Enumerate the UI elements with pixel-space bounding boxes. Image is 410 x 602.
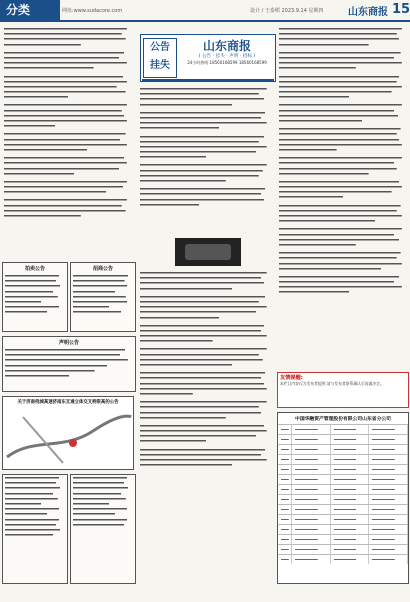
ad-left-text-1: 公告 <box>150 42 170 53</box>
ad-left-text-2: 挂失 <box>150 60 170 71</box>
table-row <box>278 504 408 514</box>
table-row <box>278 434 408 444</box>
notice-title: 声明公告 <box>58 340 79 346</box>
table-row <box>278 454 408 464</box>
friendly-reminder-box <box>277 372 409 408</box>
website-line: 网址:www.sudacore.com <box>62 8 123 14</box>
table-row <box>278 474 408 484</box>
column-3 <box>277 26 409 368</box>
ad-title: 山东商报 <box>202 39 251 53</box>
table-row <box>278 524 408 534</box>
edition-info: 设计 / 王泰稻 2023.9.14 星期四 <box>250 8 324 14</box>
asset-table-notice <box>277 412 409 584</box>
alert-text: 本栏目内容仅为发布者提供,请与发布者联系确认后再做决定。 <box>280 381 384 386</box>
table-title: 中国华融资产管理股份有限公司山东省分公司 <box>295 417 391 422</box>
auction-notice <box>2 262 68 332</box>
table-row <box>278 534 408 544</box>
table-row <box>278 494 408 504</box>
statement-notice <box>2 336 136 392</box>
notice-title: 拍卖公告 <box>24 266 45 272</box>
table-row <box>278 444 408 454</box>
ad-left-block <box>143 38 177 78</box>
classified-ad-banner <box>140 34 276 82</box>
page-header <box>0 0 410 22</box>
table-row <box>278 514 408 524</box>
notice-bottom-left <box>2 474 68 584</box>
paper-name: 山东商报 <box>348 7 388 18</box>
table-row <box>278 464 408 474</box>
column-2-lower <box>138 270 274 584</box>
road-map-notice <box>2 396 134 470</box>
text-line <box>4 213 132 218</box>
table-row <box>278 424 408 434</box>
column-1 <box>2 26 134 258</box>
table-row <box>278 484 408 494</box>
document-photo <box>175 238 241 266</box>
section-tag: 分类 <box>0 0 60 20</box>
table-row <box>278 554 408 564</box>
notice-bottom-mid <box>70 474 136 584</box>
merchant-notice <box>70 262 136 332</box>
alert-title: 友情提醒: <box>280 375 303 381</box>
column-2 <box>138 86 274 234</box>
ad-bar <box>142 79 274 82</box>
notice-title: 招商公告 <box>92 266 113 272</box>
page-number: 15 <box>392 2 410 17</box>
ad-hotline: 24小时热线 18560168599 18560168599 <box>187 60 267 65</box>
map-title: 关于济南绕城高速济南东互通立体交叉桥限高的公告 <box>17 400 119 405</box>
road-map-graphic <box>3 407 134 467</box>
table-row <box>278 544 408 554</box>
ad-subtitle: ( 公告 · 挂失 · 声明 · 招标 ) <box>198 54 256 59</box>
